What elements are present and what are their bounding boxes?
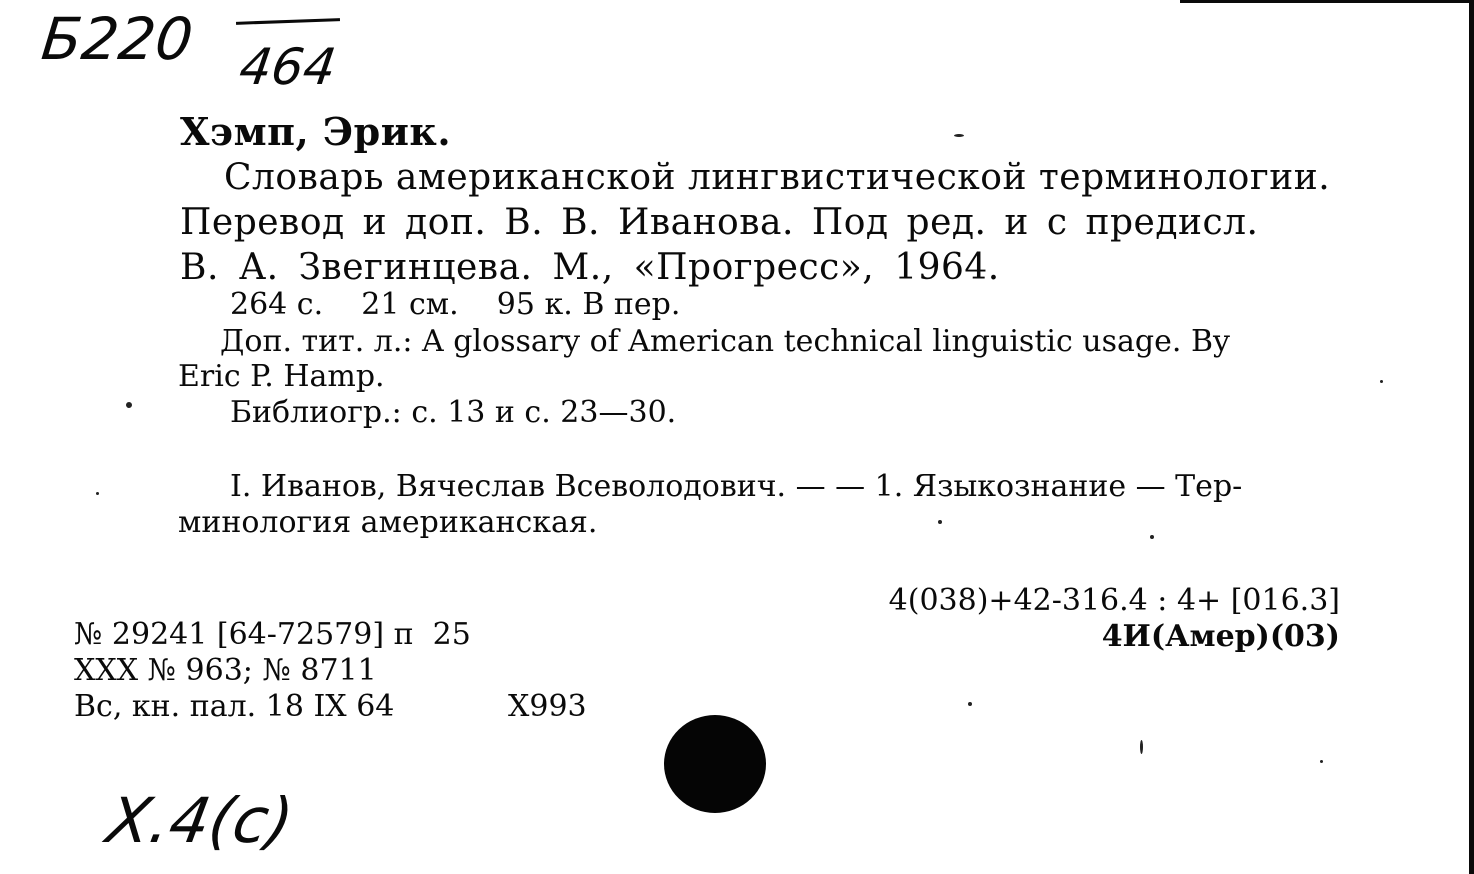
footer-line-3-right: Х993 [508,689,587,724]
scan-speck [1140,740,1143,754]
tracing-line-1: I. Иванов, Вячеслав Всеволодович. — — 1. Языкознание — Тер- [230,469,1243,504]
scan-speck [96,492,99,495]
author-heading: Хэмп, Эрик. [180,109,452,154]
scan-speck [1150,535,1154,539]
parallel-title-line-2: Eric P. Hamp. [178,359,385,394]
collation-line: 264 с. 21 см. 95 к. В пер. [230,287,681,322]
shelfmark-handwritten: Б220 [38,5,197,73]
card-frame-top [1180,0,1474,3]
title-line-1: Словарь американской лингвистической терминологии. [224,157,1331,198]
footer-line-3-left: Вс, кн. пал. 18 IX 64 [74,689,395,724]
parallel-title-line-1: Доп. тит. л.: A glossary of American technical linguistic usage. By [220,324,1230,359]
scan-speck [968,702,972,706]
footer-line-2: ХХХ № 963; № 8711 [74,653,377,688]
classification-line-1: 4(038)+42-316.4 : 4+ [016.3] [888,583,1340,618]
scan-speck [954,134,964,137]
footer-line-1: № 29241 [64-72579] п 25 [74,617,471,652]
shelfmark-overline [236,18,340,25]
scan-speck [938,520,942,524]
tracing-line-2: минология американская. [178,505,598,540]
title-line-3: В. А. Звегинцева. М., «Прогресс», 1964. [180,247,1000,288]
title-line-2: Перевод и доп. В. В. Иванова. Под ред. и с предисл. [180,202,1259,243]
scan-speck [1380,380,1383,383]
scan-speck [126,402,132,408]
shelfmark-sub-handwritten: 464 [235,38,340,96]
classification-line-2: 4И(Амер)(03) [1101,619,1340,654]
punch-hole [664,715,766,813]
bibliography-note: Библиогр.: с. 13 и с. 23—30. [230,395,677,430]
bottom-note-handwritten: X.4(c) [101,784,299,857]
scan-speck [1320,760,1323,763]
card-frame-right [1469,0,1474,874]
